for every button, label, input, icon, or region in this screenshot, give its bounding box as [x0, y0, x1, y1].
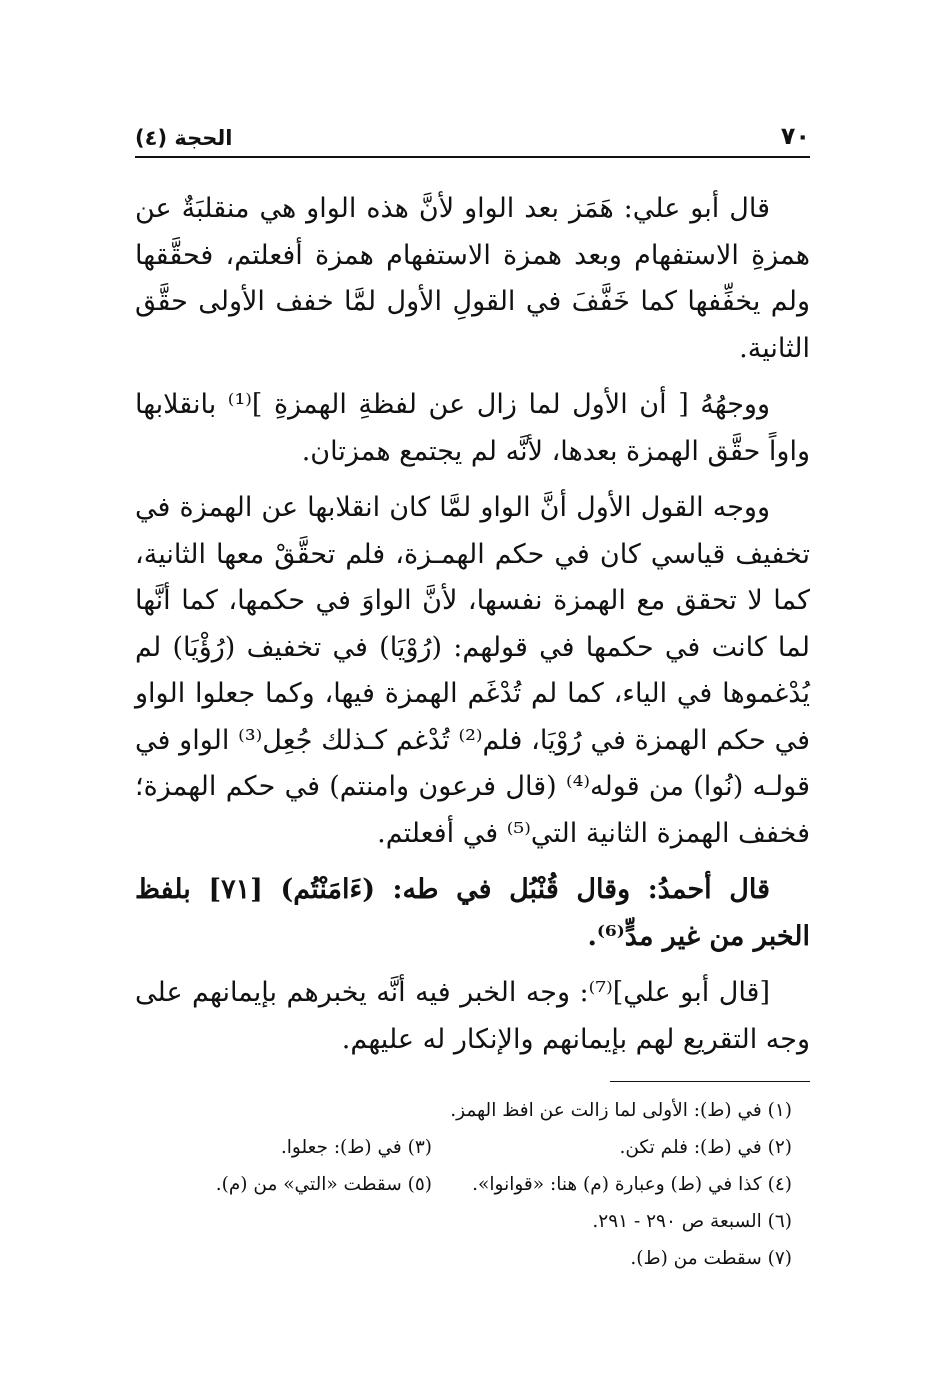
paragraph-2: ووجهُهُ [ أن الأول لما زال عن لفظةِ الهمزةِ ]⁽¹⁾ بانقلابها واواً حقَّق الهمزة بعدها، لأنَّه لم يجتمع همزتان. [135, 389, 810, 467]
footnote-row [135, 1092, 792, 1129]
footnote-6: (٦) السبعة ص ٢٩٠ - ٢٩١. [592, 1211, 792, 1232]
footnote-3: (٣) في (ط): جعلوا. [280, 1137, 432, 1158]
page-number: ٧٠ [780, 122, 810, 150]
main-text [135, 186, 810, 1063]
footnote-row [135, 1203, 792, 1240]
paragraph-1: قال أبو علي: هَمَز بعد الواو لأنَّ هذه الواو هي منقلبَةٌ عن همزةِ الاستفهام وبعد همزة الاستفهام همزة أفعلتم، فحقَّقها ولم يخفِّفها كما خَفَّفَ في القولِ الأول لمَّا خفف الأولى حقَّق الثانية. [135, 193, 810, 364]
footnote-7: (٧) سقطت من (ط). [630, 1248, 792, 1269]
footnote-row [135, 1129, 792, 1166]
page-header [135, 110, 810, 158]
footnote-divider [610, 1081, 810, 1082]
footnote-row [135, 1240, 792, 1277]
footnote-5: (٥) سقطت «التي» من (م). [215, 1174, 432, 1195]
footnote-1: (١) في (ط): الأولى لما زالت عن افظ الهمز. [450, 1100, 792, 1121]
footnote-4: (٤) كذا في (ط) وعبارة (م) هنا: «قوانوا». [472, 1174, 792, 1195]
paragraph-4: قال أحمدُ: وقال قُنْبُل في طه: (ءَامَنْتُم) [٧١] بلفظ الخبر من غير مدٍّ⁽⁶⁾. [135, 874, 810, 952]
footnote-2: (٢) في (ط): فلم تكن. [619, 1137, 792, 1158]
paragraph-3: ووجه القول الأول أنَّ الواو لمَّا كان انقلابها عن الهمزة في تخفيف قياسي كان في حكم الهمـزة، فلم تحقَّقْ معها الثانية، كما لا تحقق مع الهمزة نفسها، لأنَّ الواوَ في حكمها، كما أنَّها لما كانت في حكمها في قولهم: (رُوْيَا) في تخفيف (رُؤْيَا) لم يُدْغموها في الياء، كما لم تُدْغَم الهمزة فيها، وكما جعلوا الواو في حكم الهمزة في رُوْيَا، فلم⁽²⁾ تُدْغم كـذلك جُعِل⁽³⁾ الواو في قولـه (نُوا) من قوله⁽⁴⁾ (قال فرعون وامنتم) في حكم الهمزة؛ فخفف الهمزة الثانية التي⁽⁵⁾ في أفعلتم. [135, 492, 810, 849]
footnotes [135, 1092, 810, 1277]
paragraph-5: [قال أبو علي]⁽⁷⁾: وجه الخبر فيه أنَّه يخبرهم بإيمانهم على وجه التقريع لهم بإيمانهم والإنكار له عليهم. [135, 977, 810, 1055]
footnote-row [135, 1166, 792, 1203]
running-title: الحجة (٤) [135, 126, 233, 150]
page [135, 110, 810, 1277]
